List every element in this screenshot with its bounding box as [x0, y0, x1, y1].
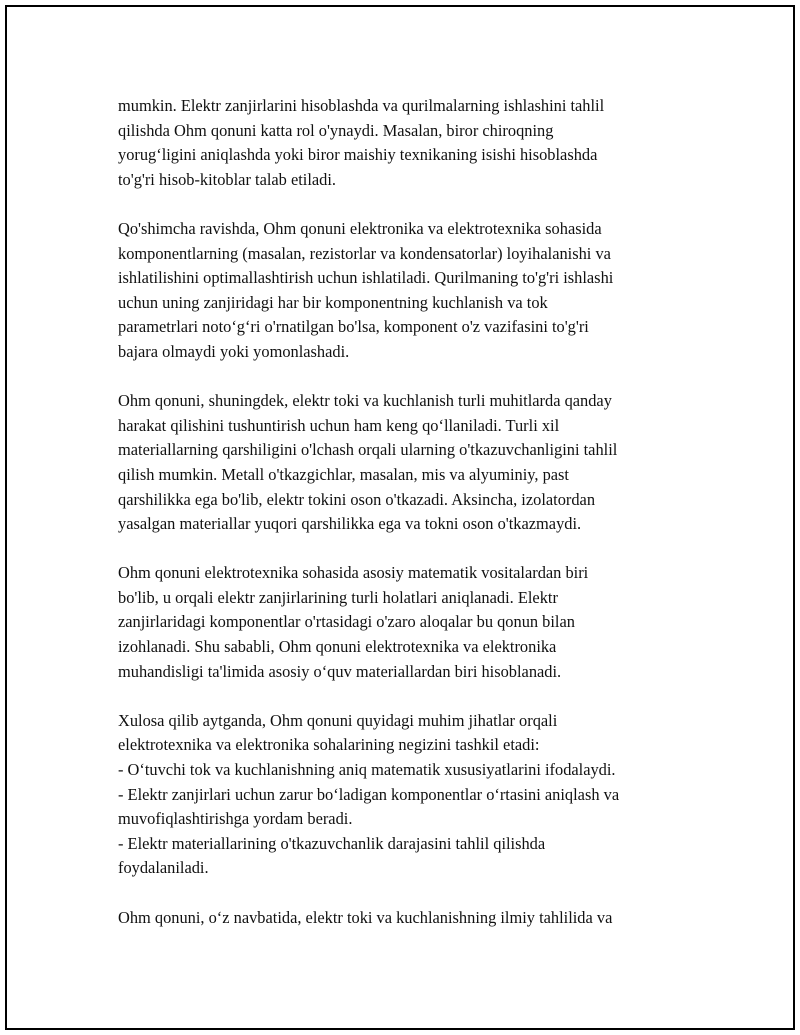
paragraph	[118, 217, 698, 365]
paragraph	[118, 389, 698, 537]
text-line: muhandisligi ta'limida asosiy o‘quv materiallardan biri hisoblanadi.	[118, 661, 562, 681]
text-line: yorug‘ligini aniqlashda yoki biror maishiy texnikaning isishi hisoblashda	[118, 145, 598, 165]
text-line: muvofiqlashtirishga yordam beradi.	[118, 809, 353, 829]
text-line: Qo'shimcha ravishda, Ohm qonuni elektronika va elektrotexnika sohasida	[118, 218, 602, 238]
text-line: ishlatilishini optimallashtirish uchun ishlatiladi. Qurilmaning to'g'ri ishlashi	[118, 268, 614, 288]
paragraph	[118, 94, 698, 192]
text-line: Ohm qonuni elektrotexnika sohasida asosiy matematik vositalardan biri	[118, 563, 589, 583]
text-line: to'g'ri hisob-kitoblar talab etiladi.	[118, 169, 337, 189]
text-line: bo'lib, u orqali elektr zanjirlarining turli holatlari aniqlanadi. Elektr	[118, 587, 558, 607]
text-line: zanjirlaridagi komponentlar o'rtasidagi o'zaro aloqalar bu qonun bilan	[118, 612, 575, 632]
text-line: izohlanadi. Shu sababli, Ohm qonuni elektrotexnika va elektronika	[118, 637, 557, 657]
text-line: parametrlari noto‘g‘ri o'rnatilgan bo'lsa, komponent o'z vazifasini to'g'ri	[118, 317, 589, 337]
text-line: qarshilikka ega bo'lib, elektr tokini oson o'tkazadi. Aksincha, izolatordan	[118, 489, 596, 509]
text-line: komponentlarning (masalan, rezistorlar va kondensatorlar) loyihalanishi va	[118, 243, 611, 263]
text-line: Ohm qonuni, shuningdek, elektr toki va kuchlanish turli muhitlarda qanday	[118, 391, 612, 411]
text-line: - Elektr zanjirlari uchun zarur bo‘ladigan komponentlar o‘rtasini aniqlash va	[118, 784, 620, 804]
text-line: uchun uning zanjiridagi har bir komponentning kuchlanish va tok	[118, 292, 548, 312]
text-line: - O‘tuvchi tok va kuchlanishning aniq matematik xususiyatlarini ifodalaydi.	[118, 760, 616, 780]
text-line: bajara olmaydi yoki yomonlashadi.	[118, 341, 350, 361]
text-line: elektrotexnika va elektronika sohalarining negizini tashkil etadi:	[118, 735, 540, 755]
paragraph	[118, 906, 698, 931]
text-line: foydalaniladi.	[118, 858, 209, 878]
text-line: materiallarning qarshiligini o'lchash orqali ularning o'tkazuvchanligini tahlil	[118, 440, 618, 460]
text-line: Ohm qonuni, o‘z navbatida, elektr toki va kuchlanishning ilmiy tahlilida va	[118, 907, 613, 927]
text-line: qilishda Ohm qonuni katta rol o'ynaydi. Masalan, biror chiroqning	[118, 120, 554, 140]
text-line: qilish mumkin. Metall o'tkazgichlar, masalan, mis va alyuminiy, past	[118, 464, 569, 484]
paragraph	[118, 709, 698, 881]
text-line: yasalgan materiallar yuqori qarshilikka ega va tokni oson o'tkazmaydi.	[118, 514, 582, 534]
document-body	[118, 94, 698, 930]
text-line: - Elektr materiallarining o'tkazuvchanlik darajasini tahlil qilishda	[118, 833, 546, 853]
text-line: harakat qilishini tushuntirish uchun ham keng qo‘llaniladi. Turli xil	[118, 415, 560, 435]
text-line: mumkin. Elektr zanjirlarini hisoblashda va qurilmalarning ishlashini tahlil	[118, 96, 605, 115]
text-line: Xulosa qilib aytganda, Ohm qonuni quyidagi muhim jihatlar orqali	[118, 710, 558, 730]
paragraph	[118, 561, 698, 684]
